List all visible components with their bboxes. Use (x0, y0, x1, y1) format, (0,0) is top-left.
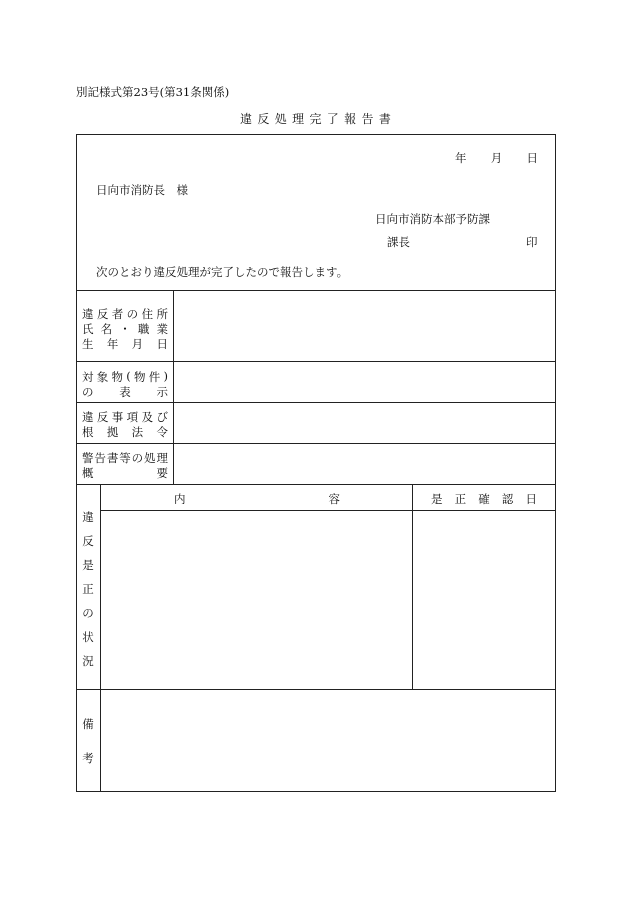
label-char: 示 (156, 385, 168, 399)
date-day: 日 (526, 151, 538, 165)
label-char: 生 (82, 337, 94, 351)
label-char: 拠 (106, 425, 119, 439)
label-char: 令 (156, 425, 168, 439)
status-content-header (174, 491, 340, 507)
rule-status-divider (412, 484, 413, 689)
label-char: 名 (100, 322, 113, 336)
label-char: 及 (141, 410, 154, 424)
label-char: 理 (292, 112, 305, 126)
row2-label-line1 (82, 369, 168, 385)
label-char: 是 (82, 558, 94, 572)
row3-label-line2 (82, 424, 168, 440)
row2-label-line2 (82, 384, 168, 400)
rule-status-label (100, 484, 101, 792)
rule-label-column (173, 290, 174, 484)
label-char: び (156, 410, 168, 424)
row3-label-line1 (82, 409, 168, 425)
label-char: の (82, 385, 94, 399)
label-char: 書 (106, 451, 119, 465)
label-char: ( (126, 369, 131, 383)
label-char: 物 (111, 370, 123, 384)
rule-status-bottom (76, 689, 556, 690)
label-char: 職 (137, 322, 150, 336)
label-char: 物 (134, 370, 146, 384)
label-char: 項 (126, 410, 139, 424)
date-year: 年 (455, 151, 467, 165)
label-char: 考 (82, 751, 94, 765)
label-char: 根 (82, 425, 94, 439)
label-char: 正 (454, 492, 467, 506)
label-char: 概 (82, 466, 94, 480)
label-char: 表 (119, 385, 131, 399)
rule-header-bottom (76, 290, 556, 291)
label-char: 告 (94, 451, 106, 465)
label-char: 業 (156, 322, 168, 336)
row1-label-line1 (82, 306, 168, 322)
rule-row4-bottom (76, 484, 556, 485)
document-title (240, 110, 391, 127)
status-date-header (431, 491, 537, 507)
label-char: 確 (478, 492, 490, 506)
label-char: 了 (326, 112, 339, 126)
row1-label-line3 (82, 336, 168, 352)
label-char: の (126, 307, 139, 321)
date-line (455, 150, 538, 166)
label-char: 処 (274, 112, 287, 126)
remarks-label (80, 716, 96, 766)
sender-position: 課長 (387, 235, 410, 249)
status-label (80, 509, 96, 669)
label-char: 認 (501, 492, 514, 506)
label-char: 日 (525, 492, 537, 506)
label-char: 住 (141, 307, 154, 321)
label-char: 容 (328, 492, 340, 506)
label-char: 者 (111, 307, 124, 321)
label-char: 事 (111, 410, 124, 424)
rule-row2-bottom (76, 402, 556, 403)
label-char: 反 (82, 534, 94, 548)
label-char: 告 (361, 112, 374, 126)
row4-label-line1 (82, 450, 168, 466)
label-char: 等 (119, 451, 131, 465)
label-char: の (131, 451, 144, 465)
label-char: 氏 (82, 322, 94, 336)
label-char: 所 (156, 307, 168, 321)
label-char: 件 (148, 370, 161, 384)
label-char: 象 (96, 370, 109, 384)
rule-status-header (100, 510, 556, 511)
label-char: 正 (82, 582, 94, 596)
date-month: 月 (490, 151, 503, 165)
report-intro: 次のとおり違反処理が完了したので報告します。 (96, 265, 349, 279)
label-char: 報 (344, 112, 357, 126)
rule-row3-bottom (76, 443, 556, 444)
label-char: 日 (156, 337, 168, 351)
label-char: 状 (82, 630, 94, 644)
label-char: 要 (156, 466, 168, 480)
sender-department: 日向市消防本部予防課 (375, 212, 490, 226)
rule-row1-bottom (76, 361, 556, 362)
label-char: 違 (82, 410, 94, 424)
label-char: ) (163, 369, 168, 383)
label-char: 書 (378, 112, 391, 126)
label-char: 反 (96, 410, 109, 424)
seal-mark: 印 (526, 235, 538, 249)
label-char: 内 (174, 492, 186, 506)
label-char: 警 (82, 451, 94, 465)
label-char: 年 (106, 337, 119, 351)
label-char: 違 (82, 307, 94, 321)
label-char: 違 (82, 510, 94, 524)
row1-label-line2 (82, 321, 168, 337)
label-char: 備 (82, 717, 94, 731)
label-char: ・ (119, 322, 131, 336)
label-char: 月 (131, 337, 144, 351)
addressee: 日向市消防長 様 (96, 183, 188, 197)
label-char: 対 (82, 370, 94, 384)
label-char: 反 (96, 307, 109, 321)
label-char: 反 (257, 112, 270, 126)
form-number: 別記様式第23号(第31条関係) (76, 85, 230, 99)
row4-label-line2 (82, 465, 168, 481)
label-char: 是 (431, 492, 443, 506)
label-char: 処 (144, 451, 156, 465)
label-char: 違 (240, 112, 253, 126)
label-char: 完 (309, 112, 322, 126)
label-char: の (82, 606, 94, 620)
label-char: 法 (131, 425, 144, 439)
label-char: 理 (156, 451, 168, 465)
label-char: 況 (82, 654, 94, 668)
